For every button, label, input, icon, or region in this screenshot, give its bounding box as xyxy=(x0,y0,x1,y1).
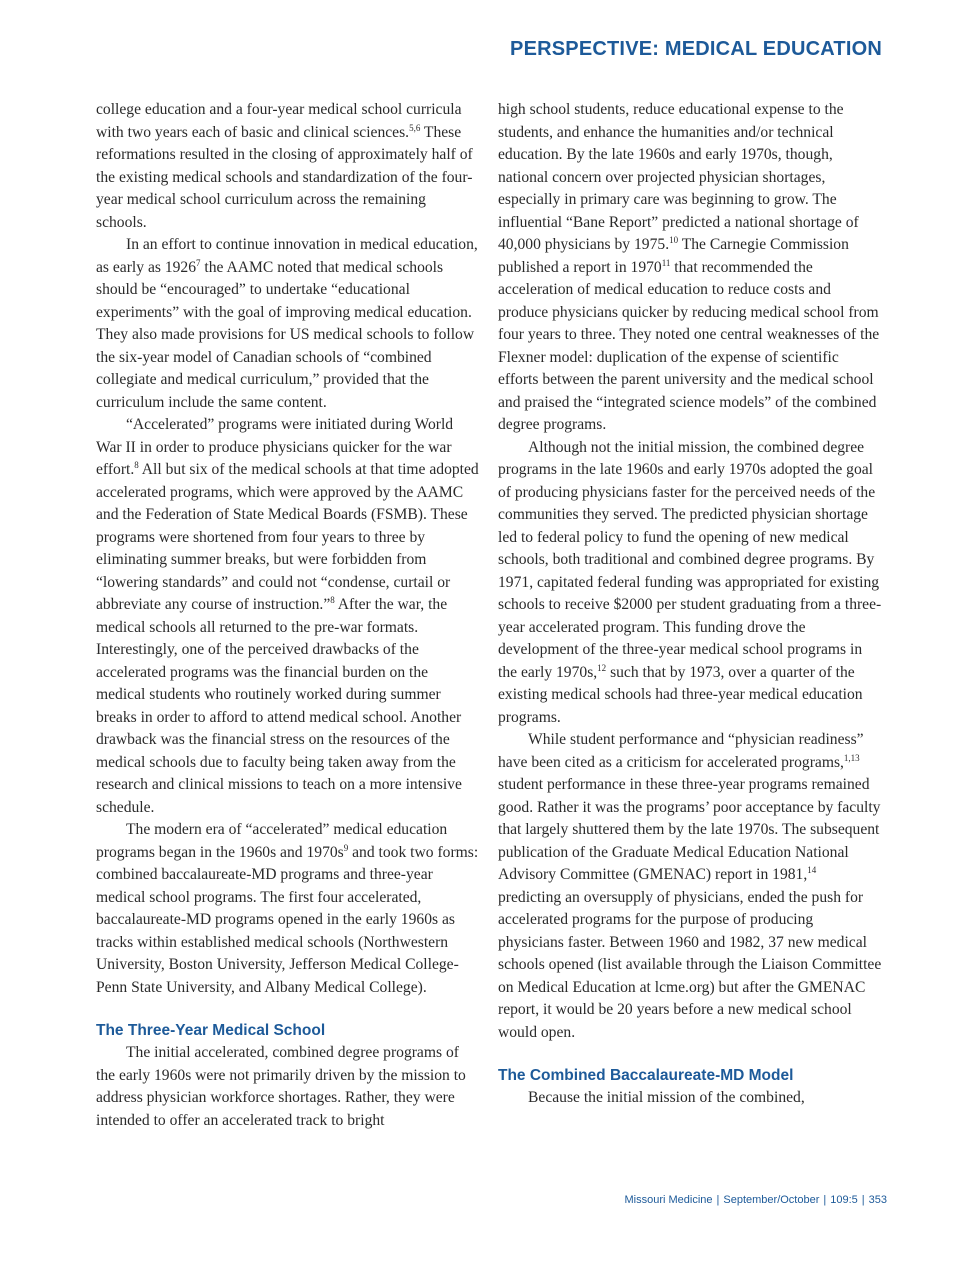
citation: 8 xyxy=(134,460,139,470)
citation: 8 xyxy=(330,595,335,605)
citation: 12 xyxy=(597,662,607,673)
paragraph: Although not the initial mission, the combined degree programs in the late 1960s and early 1970s adopted the goal of producing physicians faster for the perceived needs of the communities they served. The predicted physician shortage led to federal policy to fund the opening of new medical schools, both traditional and combined degree programs. By 1971, capitated federal funding was appropriated for existing schools to receive $2000 per student graduating from a three-year accelerated program. This funding drove the development of the three-year medical school programs in the early 1970s,$^{12}$ such that by 1973, over a quarter of the existing medical schools had three-year medical education programs. xyxy=(498,438,882,726)
paragraph: While student performance and “physician readiness” have been cited as a criticism for accelerated programs,$^{1,13}$ student performance in these three-year programs remained good. Rather it was the programs’ poor acceptance by faculty that largely shuttered them by the late 1970s. The subsequent publication of the Graduate Medical Education National Advisory Committee (GMENAC) report in 1981,14 predicting an oversupply of physicians, ended the push for accelerated programs for the purpose of producing physicians faster. Between 1960 and 1982, 37 new medical schools opened (list available through the Liaison Committee on Medical Education at lcme.org) but after the GMENAC report, it would be 20 years before a new medical school would open. xyxy=(498,731,882,1041)
page-footer: Missouri Medicine | September/October | 109:5 | 353 xyxy=(624,1194,887,1206)
left-column xyxy=(96,99,480,1132)
section-header: PERSPECTIVE: MEDICAL EDUCATION xyxy=(510,38,882,60)
page-number: 353 xyxy=(868,1194,887,1206)
citation: 5,6 xyxy=(409,122,421,133)
citation: 11 xyxy=(661,257,671,268)
citation: 10 xyxy=(669,235,679,245)
citation: 7 xyxy=(196,257,201,268)
paragraph: high school students, reduce educational expense to the students, and enhance the humanities and/or technical education. By the late 1960s and early 1970s, though, national concern over projected physician shortages, especially in primary care was beginning to grow. The influential “Bane Report” predicted a national shortage of 40,000 physicians by 1975.10 The Carnegie Commission published a report in 1970$^{11}$ that recommended the acceleration of medical education to reduce costs and produce physicians quicker by reducing medical school from four years to three. They noted one central weaknesses of the Flexner model: duplication of the expense of scientific efforts between the parent university and the medical school and praised the “integrated science models” of the combined degree programs. xyxy=(498,101,880,433)
right-column xyxy=(498,99,882,1110)
volume: 109:5 xyxy=(830,1194,858,1206)
journal-name: Missouri Medicine xyxy=(624,1194,713,1206)
paragraph: “Accelerated” programs were initiated during World War II in order to produce physicians quicker for the war effort.$^8$ All but six of the medical schools at that time adopted accelerated programs, which were approved by the AAMC and the Federation of State Medical Boards (FSMB). These programs were shortened from four years to three by eliminating summer breaks, but were forbidden from “lowering standards” and could not “condense, curtail or abbreviate any course of instruction.”$^8$ After the war, the medical schools all returned to the pre-war formats. Interestingly, one of the perceived drawbacks of the accelerated programs was the financial burden on the medical students who routinely worked during summer breaks in order to afford to attend medical school. Another drawback was the financial stress on the resources of the medical schools due to faculty being taken away from the research and clinical missions to teach on a more intensive schedule. xyxy=(96,416,479,816)
section-heading-combined: The Combined Baccalaureate-MD Model xyxy=(498,1067,794,1084)
paragraph: college education and a four-year medical school curricula with two years each of basic and clinical sciences.$^{5,6}$ These reformations resulted in the closing of approximately half of the existing medical schools and standardization of the four-year medical school curriculum across the remaining schools. xyxy=(96,101,473,231)
section-heading-three-year: The Three-Year Medical School xyxy=(96,1022,326,1039)
paragraph: Because the initial mission of the combined, xyxy=(528,1089,805,1106)
paragraph: The modern era of “accelerated” medical education programs began in the 1960s and $1970s^9$ and took two forms: combined baccalaureate-MD programs and three-year medical school programs. The first four accelerated, baccalaureate-MD programs opened in the early 1960s as tracks within established medical schools (Northwestern University, Boston University, Jefferson Medical College-Penn State University, and Albany Medical College). xyxy=(96,821,479,996)
citation: 1,13 xyxy=(843,752,860,763)
citation: 9 xyxy=(343,842,349,853)
paragraph: In an effort to continue innovation in medical education, as early as 1926$^7$ the AAMC noted that medical schools should be “encouraged” to undertake “educational experiments” with the goal of improving medical education. They also made provisions for US medical schools to follow the six-year model of Canadian schools of “combined collegiate and medical curriculum,” provided that the curriculum include the same content. xyxy=(96,236,478,411)
citation: 14 xyxy=(807,865,817,875)
paragraph: The initial accelerated, combined degree programs of the early 1960s were not primarily driven by the mission to address physician workforce shortages. Rather, they were intended to offer an accelerated track to bright xyxy=(96,1044,466,1129)
issue-date: September/October xyxy=(723,1194,820,1206)
